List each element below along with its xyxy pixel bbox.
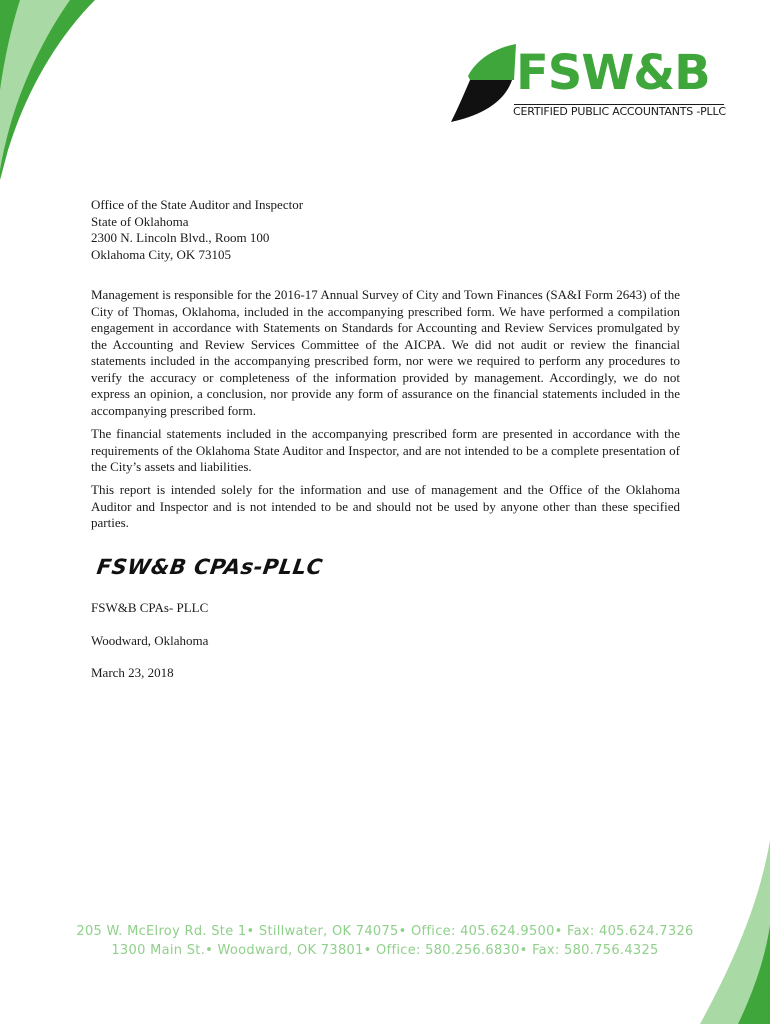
recipient-street: 2300 N. Lincoln Blvd., Room 100 xyxy=(91,230,270,245)
leaf-mark-icon xyxy=(446,42,516,124)
handwritten-signature: FSW&B CPAs-PLLC xyxy=(95,555,325,579)
logo-subtitle: CERTIFIED PUBLIC ACCOUNTANTS -PLLC xyxy=(513,105,726,118)
recipient-address xyxy=(91,197,303,263)
footer-stillwater-office: 205 W. McElroy Rd. Ste 1• Stillwater, OK 74075• Office: 405.624.9500• Fax: 405.624.7326 xyxy=(76,924,694,939)
body-paragraph-restriction: This report is intended solely for the information and use of management and the Office of the Oklahoma Auditor and Inspector and is not intended to be and should not be used by anyone other than these specified parties. xyxy=(91,482,680,530)
recipient-city: Oklahoma City, OK 73105 xyxy=(91,246,231,262)
footer-woodward-office: 1300 Main St.• Woodward, OK 73801• Office: 580.256.6830• Fax: 580.756.4325 xyxy=(111,943,659,958)
company-logo xyxy=(446,42,736,124)
body-paragraph-responsibility: Management is responsible for the 2016-17 Annual Survey of City and Town Finances (SA&I Form 2643) of the City of Thomas, Oklahoma, included in the accompanying prescribed form. We have performed a compilation engagement in accordance with Statements on Standards for Accounting and Review Services promulgated by the Accounting and Review Services Committee of the AICPA. We did not audit or review the financial statements included in the accompanying prescribed form, nor were we required to perform any procedures to verify the accuracy or completeness of the information provided by management. Accordingly, we do not express an opinion, a conclusion, nor provide any form of assurance on the financial statements included in the accompanying prescribed form. xyxy=(91,287,680,418)
signature-date: March 23, 2018 xyxy=(91,665,174,680)
body-paragraph-presentation: The financial statements included in the accompanying prescribed form are presented in accordance with the requirements of the Oklahoma State Auditor and Inspector, and are not intended to be a complete presentation of the City’s assets and liabilities. xyxy=(91,426,680,474)
recipient-state: State of Oklahoma xyxy=(91,213,189,229)
top-left-light-swoosh xyxy=(0,0,70,170)
logo-wordmark: FSW&B xyxy=(516,45,710,101)
top-left-green-swoosh xyxy=(0,0,95,180)
recipient-office: Office of the State Auditor and Inspector xyxy=(91,197,304,212)
bottom-right-green-swoosh xyxy=(738,925,770,1024)
signature-firm: FSW&B CPAs- PLLC xyxy=(91,600,209,615)
signature-location: Woodward, Oklahoma xyxy=(91,633,209,648)
